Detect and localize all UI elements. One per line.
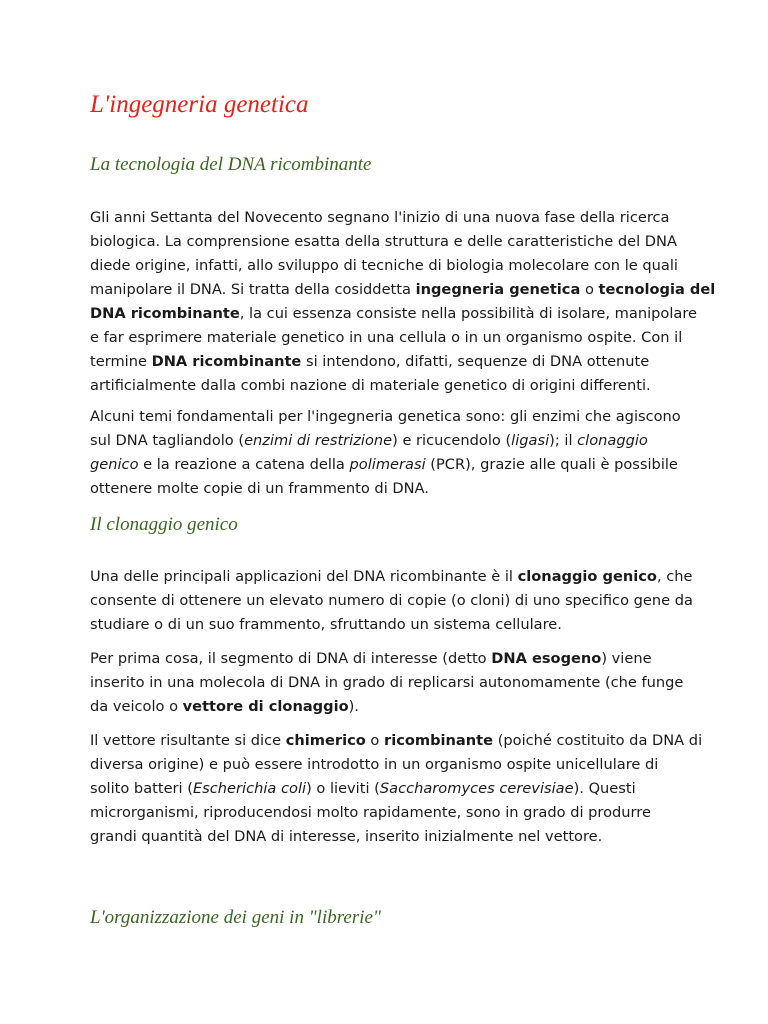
text-run: inserito in una molecola di DNA in grado di replicarsi autonomamente (che funge xyxy=(90,674,684,691)
bold-term: ricombinante xyxy=(384,732,494,749)
text-run: Alcuni temi fondamentali per l'ingegneria genetica sono: gli enzimi che agiscono xyxy=(90,408,681,425)
text-line xyxy=(90,302,697,326)
bold-term: DNA ricombinante xyxy=(90,305,240,322)
text-line xyxy=(90,671,690,695)
text-line xyxy=(90,729,703,753)
page-title: L'ingegneria genetica xyxy=(90,91,309,118)
paragraph-dna-esogeno xyxy=(90,647,690,719)
bold-term: DNA esogeno xyxy=(491,650,602,667)
text-line xyxy=(90,230,690,254)
text-line xyxy=(90,374,690,398)
text-line xyxy=(90,613,690,637)
text-run: manipolare il DNA. Si tratta della cosiddetta xyxy=(90,281,416,298)
bold-term: clonaggio genico xyxy=(517,568,657,585)
text-run: ottenere molte copie di un frammento di DNA. xyxy=(90,480,429,497)
text-run: biologica. La comprensione esatta della struttura e delle caratteristiche del DNA xyxy=(90,233,677,250)
paragraph-intro xyxy=(90,206,716,398)
section-heading-dna-ricombinante: La tecnologia del DNA ricombinante xyxy=(90,154,372,175)
text-run: solito batteri ( xyxy=(90,780,193,797)
text-run: ). Questi xyxy=(573,780,636,797)
text-run: o xyxy=(580,281,599,298)
text-run: , che xyxy=(656,568,693,585)
text-line xyxy=(90,777,690,801)
section-heading-librerie: L'organizzazione dei geni in "librerie" xyxy=(90,907,381,928)
italic-term: Escherichia coli xyxy=(192,780,307,797)
text-run: studiare o di un suo frammento, sfruttando un sistema cellulare. xyxy=(90,616,562,633)
text-line xyxy=(90,825,690,849)
text-line xyxy=(90,477,690,501)
text-run: (poiché costituito da DNA di xyxy=(493,732,703,749)
paragraph-temi-fondamentali xyxy=(90,405,690,501)
section-heading-clonaggio-genico: Il clonaggio genico xyxy=(90,514,238,535)
text-line xyxy=(90,350,690,374)
text-line xyxy=(90,254,690,278)
paragraph-clonaggio-applicazioni xyxy=(90,565,693,637)
text-run: artificialmente dalla combi nazione di materiale genetico di origini differenti. xyxy=(90,377,651,394)
text-run: Gli anni Settanta del Novecento segnano l'inizio di una nuova fase della ricerca xyxy=(90,209,670,226)
text-run: diversa origine) e può essere introdotto in un organismo ospite unicellulare di xyxy=(90,756,659,773)
text-line xyxy=(90,429,690,453)
bold-term: DNA ricombinante xyxy=(151,353,302,370)
paragraph-vettore-ricombinante xyxy=(90,729,703,849)
text-line xyxy=(90,695,690,719)
text-run: o xyxy=(365,732,385,749)
text-run: ) viene xyxy=(601,650,652,667)
text-run: ) e ricucendolo ( xyxy=(392,432,512,449)
italic-term: enzimi di restrizione xyxy=(244,432,393,449)
text-run: microrganismi, riproducendosi molto rapidamente, sono in grado di produrre xyxy=(90,804,651,821)
text-run: sul DNA tagliandolo ( xyxy=(90,432,245,449)
italic-term: clonaggio xyxy=(577,432,648,449)
text-line xyxy=(90,753,690,777)
text-line xyxy=(90,453,690,477)
bold-term: ingegneria genetica xyxy=(415,281,581,298)
text-run: da veicolo o xyxy=(90,698,183,715)
bold-term: chimerico xyxy=(285,732,366,749)
text-line xyxy=(90,801,690,825)
text-run: grandi quantità del DNA di interesse, inserito inizialmente nel vettore. xyxy=(90,828,603,845)
text-run: Il vettore risultante si dice xyxy=(90,732,286,749)
text-run: consente di ottenere un elevato numero di copie (o cloni) di uno specifico gene da xyxy=(90,592,693,609)
text-line xyxy=(90,326,690,350)
text-run: diede origine, infatti, allo sviluppo di tecniche di biologia molecolare con le quali xyxy=(90,257,678,274)
text-run: ) o lieviti ( xyxy=(306,780,380,797)
text-line xyxy=(90,647,690,671)
text-line xyxy=(90,206,690,230)
italic-term: genico xyxy=(90,456,139,473)
text-line xyxy=(90,589,693,613)
text-run: , la cui essenza consiste nella possibilità di isolare, manipolare xyxy=(239,305,697,322)
text-run: Per prima cosa, il segmento di DNA di interesse (detto xyxy=(90,650,492,667)
text-line xyxy=(90,278,716,302)
bold-term: vettore di clonaggio xyxy=(182,698,349,715)
text-run: (PCR), grazie alle quali è possibile xyxy=(425,456,678,473)
text-run: e far esprimere materiale genetico in una cellula o in un organismo ospite. Con il xyxy=(90,329,683,346)
bold-term: tecnologia del xyxy=(598,281,716,298)
text-line xyxy=(90,565,693,589)
text-run: e la reazione a catena della xyxy=(138,456,350,473)
text-run: si intendono, difatti, sequenze di DNA ottenute xyxy=(301,353,650,370)
text-run: ). xyxy=(348,698,359,715)
text-line xyxy=(90,405,690,429)
italic-term: polimerasi xyxy=(349,456,426,473)
italic-term: Saccharomyces cerevisiae xyxy=(379,780,574,797)
text-run: Una delle principali applicazioni del DNA ricombinante è il xyxy=(90,568,518,585)
text-run: ); il xyxy=(549,432,578,449)
text-run: termine xyxy=(90,353,152,370)
italic-term: ligasi xyxy=(511,432,550,449)
